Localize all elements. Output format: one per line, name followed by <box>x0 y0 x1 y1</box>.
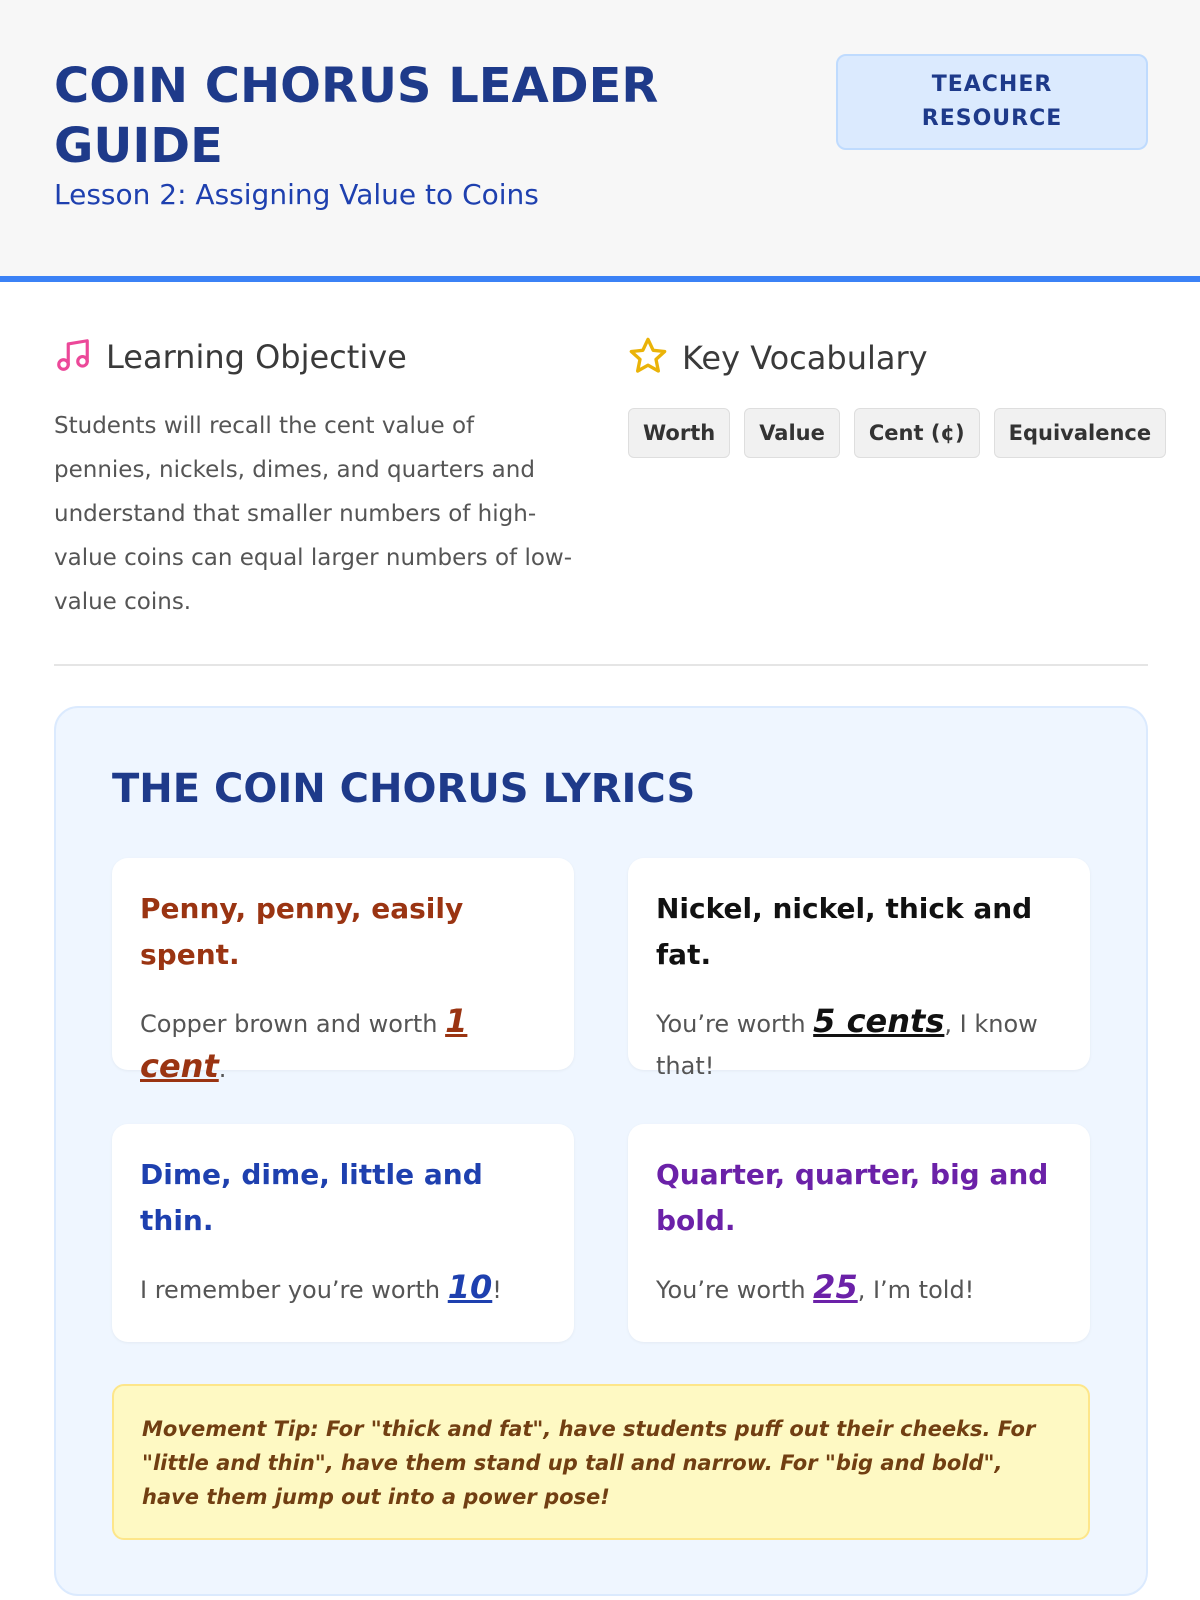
verse-line <box>656 1266 1062 1311</box>
vocab-chip-cent: Cent (¢) <box>854 408 980 458</box>
verse-line-text: You’re worth <box>656 1010 814 1038</box>
learning-objective-heading <box>54 336 407 378</box>
verse-title: Dime, dime, little and thin. <box>140 1158 483 1237</box>
key-vocabulary-title: Key Vocabulary <box>682 339 928 377</box>
verse-line-end: ! <box>492 1276 502 1304</box>
verse-title: Nickel, nickel, thick and fat. <box>656 892 1033 971</box>
verse-line-text: I remember you’re worth <box>140 1276 448 1304</box>
coin-value: 10 <box>447 1268 493 1306</box>
verse-line-end: . <box>218 1055 227 1083</box>
coin-value: 25 <box>813 1268 858 1306</box>
lyrics-panel <box>54 706 1148 1596</box>
star-icon <box>628 336 668 380</box>
learning-objective-title: Learning Objective <box>106 338 407 376</box>
verse-card-quarter <box>628 1124 1090 1342</box>
learning-objective-text: Students will recall the cent value of pennies, nickels, dimes, and quarters and understand that smaller numbers of high-value coins can equal larger numbers of low-value coins. <box>54 413 573 615</box>
vocabulary-chip-list <box>628 408 1166 458</box>
page-subtitle: Lesson 2: Assigning Value to Coins <box>54 178 539 211</box>
music-note-icon <box>54 336 92 378</box>
coin-value: 5 cents <box>813 1002 945 1040</box>
key-vocabulary-heading <box>628 336 928 380</box>
movement-tip: Movement Tip: For "thick and fat", have students puff out their cheeks. For "little and thin", have them stand up tall and narrow. For "big and bold", have them jump out into a power pose! <box>112 1384 1090 1540</box>
lyrics-title: THE COIN CHORUS LYRICS <box>112 766 696 812</box>
verse-title: Quarter, quarter, big and bold. <box>656 1158 1049 1237</box>
verse-title: Penny, penny, easily spent. <box>140 892 464 971</box>
verse-line-text: Copper brown and worth <box>140 1010 446 1038</box>
page-header <box>0 0 1200 282</box>
vocab-chip-equivalence: Equivalence <box>994 408 1166 458</box>
coin-value: 1 cent <box>140 1002 468 1085</box>
verse-card-nickel <box>628 858 1090 1080</box>
verse-line-end: , I know that! <box>656 1010 1038 1080</box>
verse-line <box>140 1000 546 1090</box>
verse-line <box>656 1000 1062 1087</box>
vocab-chip-value: Value <box>744 408 840 458</box>
teacher-resource-badge: TEACHER RESOURCE <box>836 54 1148 150</box>
verse-card-dime <box>112 1124 574 1342</box>
section-divider <box>54 664 1148 666</box>
vocab-chip-worth: Worth <box>628 408 730 458</box>
verse-line <box>140 1266 546 1311</box>
page-title: COIN CHORUS LEADER GUIDE <box>54 58 659 174</box>
verse-line-text: You’re worth <box>656 1276 814 1304</box>
verse-card-penny <box>112 858 574 1085</box>
verse-line-end: , I’m told! <box>857 1276 975 1304</box>
